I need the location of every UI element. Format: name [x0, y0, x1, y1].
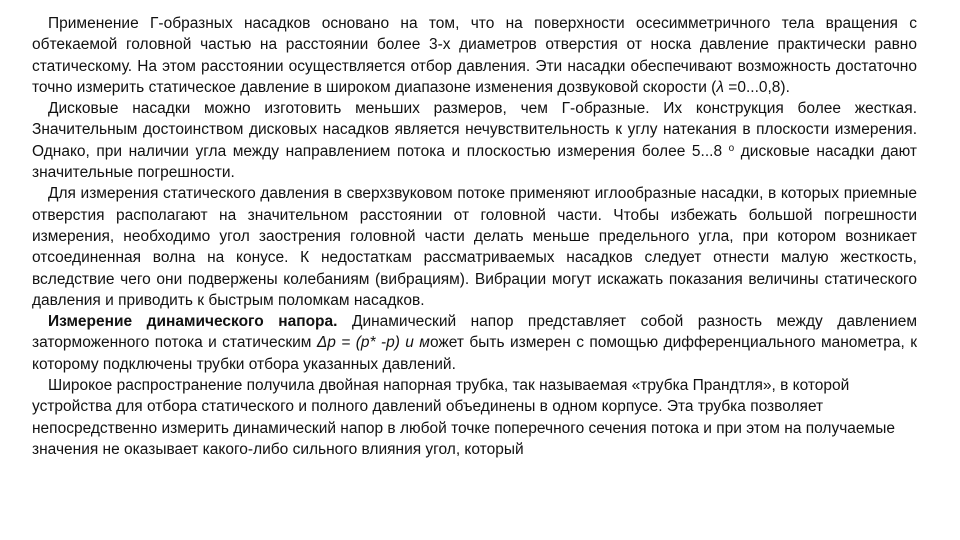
pressure-formula: Δp = (p* -p) и м: [316, 334, 430, 352]
paragraph-text-end: ожет быть измерен с помощью дифференциального манометра, к которому подключены трубки отбора указанных давлений.: [32, 334, 918, 373]
section-heading: Измерение динамического напора.: [48, 313, 338, 331]
paragraph-text: Для измерения статического давления в сверхзвуковом потоке применяют иглообразные насадки, в которых приемные отверстия располагают на значительном расстоянии от головной части. Чтобы избежать большой погрешности измерения, необходимо угол заострения головной части делать меньше предельного угла, при котором возникает отсоединенная волна на конусе. К недостаткам рассматриваемых насадков следует отнести малую жесткость, вследствие чего они подвержены колебаниям (вибрациям). Вибрации могут искажать показания величины статического давления и приводить к быстрым поломкам насадков.: [32, 185, 917, 309]
paragraph-text: Дисковые насадки можно изготовить меньших размеров, чем Г-образные. Их конструкция более жесткая. Значительным достоинством дисковых насадков является нечувствительность к углу натекания в плоскости измерения. Однако, при наличии угла между направлением потока и плоскостью измерения более 5...8: [32, 100, 917, 160]
paragraph-disk-probes: [32, 98, 917, 183]
degree-superscript: о: [728, 142, 735, 154]
paragraph-text: Широкое распространение получила двойная напорная трубка, так называемая «трубка Прандтля», в которой устройства для отбора статического и полного давлений объединены в одном корпусе. Эта трубка позволяет непосредственно измерить динамический напор в любой точке поперечного сечения потока и при этом на получаемые значения не оказывает какого-либо сильного влияния угол, который: [32, 377, 895, 458]
paragraph-text-end: =0...0,8).: [723, 78, 790, 96]
lambda-symbol: λ: [716, 78, 724, 96]
paragraph-prandtl-tube: [32, 375, 917, 460]
paragraph-text: Динамический напор представляет собой разность между давлением заторможенного потока и статическим: [32, 313, 917, 352]
paragraph-dynamic-pressure: [32, 311, 917, 375]
paragraph-needle-probes: [32, 183, 917, 311]
paragraph-g-shaped-probes: [32, 13, 917, 98]
paragraph-text-end: дисковые насадки дают значительные погрешности.: [32, 142, 917, 182]
document-page: [32, 13, 917, 460]
paragraph-text: Применение Г-образных насадков основано на том, что на поверхности осесимметричного тела вращения с обтекаемой головной частью на расстоянии более 3-х диаметров отверстия от носка давление практически равно статическому. На этом расстоянии осуществляется отбор давления. Эти насадки обеспечивают возможность достаточно точно измерить статическое давление в широком диапазоне изменения дозвуковой скорости (: [32, 15, 917, 96]
